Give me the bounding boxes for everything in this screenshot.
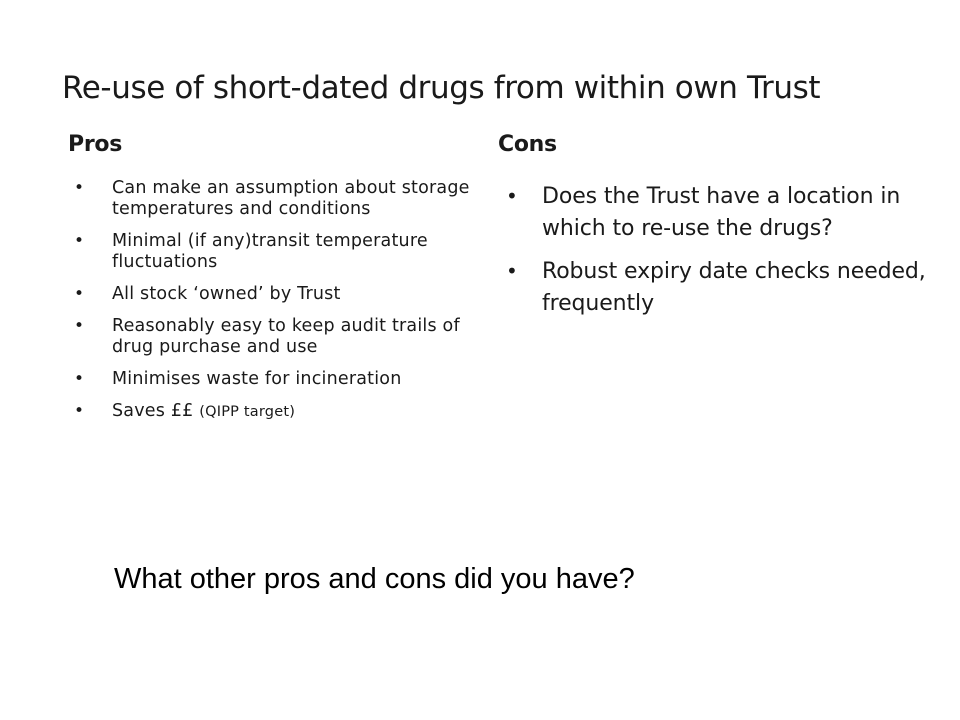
bullet-icon: • — [506, 259, 518, 283]
bullet-icon: • — [74, 316, 85, 336]
pros-item-text: Can make an assumption about storage temperatures and conditions — [112, 178, 470, 219]
pros-heading: Pros — [68, 132, 122, 157]
cons-item-text: Does the Trust have a location in which to re-use the drugs? — [542, 184, 901, 241]
pros-item-text: Minimal (if any)transit temperature fluctuations — [112, 231, 428, 272]
pros-list-item — [74, 231, 484, 273]
bullet-icon: • — [74, 178, 85, 198]
pros-item-text-savings: Saves ££ — [112, 401, 200, 421]
bullet-icon: • — [74, 401, 85, 421]
cons-heading: Cons — [498, 132, 557, 157]
cons-list-item — [506, 181, 926, 244]
cons-list-item — [506, 256, 926, 319]
pros-item-text: Minimises waste for incineration — [112, 369, 402, 389]
bullet-icon: • — [74, 231, 85, 251]
bullet-icon: • — [74, 369, 85, 389]
pros-list — [74, 178, 484, 434]
discussion-question: What other pros and cons did you have? — [114, 563, 635, 595]
cons-item-text: Robust expiry date checks needed, frequently — [542, 259, 926, 316]
pros-list-item — [74, 178, 484, 220]
bullet-icon: • — [506, 184, 518, 208]
pros-item-text: All stock ‘owned’ by Trust — [112, 284, 341, 304]
pros-item-text: Reasonably easy to keep audit trails of drug purchase and use — [112, 316, 460, 357]
cons-list — [506, 181, 926, 331]
pros-list-item — [74, 401, 484, 423]
pros-list-item — [74, 316, 484, 358]
slide-title: Re-use of short-dated drugs from within own Trust — [62, 70, 821, 106]
qipp-note: (QIPP target) — [199, 404, 296, 420]
bullet-icon: • — [74, 284, 85, 304]
pros-list-item — [74, 369, 484, 390]
pros-list-item — [74, 284, 484, 305]
